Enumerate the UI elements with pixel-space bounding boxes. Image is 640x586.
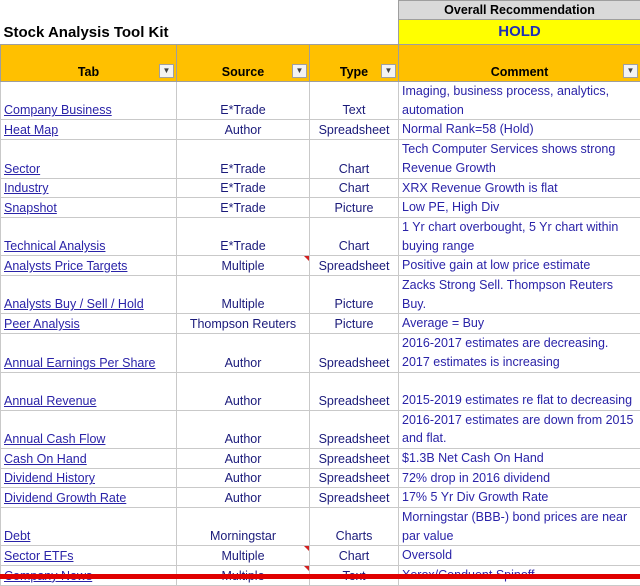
tab-link[interactable]: Debt	[1, 508, 177, 546]
comment-cell: 2015-2019 estimates re flat to decreasing	[399, 372, 640, 410]
table-row	[1, 256, 640, 276]
header-comment-label: Comment	[491, 65, 549, 79]
comment-cell: 2016-2017 estimates are down from 2015 and flat.	[399, 410, 640, 448]
source-cell: Morningstar	[177, 508, 310, 546]
table-row	[1, 448, 640, 468]
dropdown-arrow-icon[interactable]: ▼	[381, 64, 396, 78]
source-cell: Author	[177, 372, 310, 410]
recommendation-label: Overall Recommendation	[399, 1, 640, 20]
tab-link[interactable]: Sector	[1, 140, 177, 178]
header-type[interactable]	[310, 45, 399, 82]
source-cell: Author	[177, 334, 310, 372]
header-source-label: Source	[222, 65, 264, 79]
type-cell: Spreadsheet	[310, 410, 399, 448]
comment-cell: Imaging, business process, analytics, automation	[399, 82, 640, 120]
source-cell: Multiple	[177, 276, 310, 314]
source-cell: Author	[177, 448, 310, 468]
tab-link[interactable]: Technical Analysis	[1, 217, 177, 255]
comment-cell: 1 Yr chart overbought, 5 Yr chart within buying range	[399, 217, 640, 255]
tab-link[interactable]: Heat Map	[1, 120, 177, 140]
table-row	[1, 372, 640, 410]
selection-border	[0, 574, 640, 579]
tab-link[interactable]: Cash On Hand	[1, 448, 177, 468]
type-cell: Picture	[310, 198, 399, 218]
type-cell: Spreadsheet	[310, 120, 399, 140]
tab-link[interactable]: Annual Revenue	[1, 372, 177, 410]
tab-link[interactable]: Annual Cash Flow	[1, 410, 177, 448]
source-cell: Multiple	[177, 256, 310, 276]
source-cell: Author	[177, 410, 310, 448]
tab-link[interactable]: Snapshot	[1, 198, 177, 218]
type-cell: Chart	[310, 140, 399, 178]
table-body	[1, 82, 640, 586]
type-cell: Charts	[310, 508, 399, 546]
dropdown-arrow-icon[interactable]: ▼	[292, 64, 307, 78]
comment-cell: 17% 5 Yr Div Growth Rate	[399, 488, 640, 508]
type-cell: Spreadsheet	[310, 334, 399, 372]
type-cell: Picture	[310, 314, 399, 334]
table-row	[1, 198, 640, 218]
table-row	[1, 82, 640, 120]
table-row	[1, 488, 640, 508]
tab-link[interactable]: Peer Analysis	[1, 314, 177, 334]
source-cell: Multiple	[177, 546, 310, 566]
source-cell: E*Trade	[177, 178, 310, 198]
table-row	[1, 546, 640, 566]
type-cell: Chart	[310, 178, 399, 198]
tab-link[interactable]: Company Business	[1, 82, 177, 120]
source-cell: Author	[177, 488, 310, 508]
table-row	[1, 314, 640, 334]
comment-cell: Morningstar (BBB-) bond prices are near par value	[399, 508, 640, 546]
sheet-title: Stock Analysis Tool Kit	[1, 1, 399, 45]
table-row	[1, 468, 640, 488]
header-tab-label: Tab	[78, 65, 99, 79]
source-cell: E*Trade	[177, 140, 310, 178]
type-cell: Spreadsheet	[310, 372, 399, 410]
table-row	[1, 140, 640, 178]
table-row	[1, 120, 640, 140]
comment-cell: Tech Computer Services shows strong Revenue Growth	[399, 140, 640, 178]
tab-link[interactable]: Annual Earnings Per Share	[1, 334, 177, 372]
comment-cell: Positive gain at low price estimate	[399, 256, 640, 276]
type-cell: Picture	[310, 276, 399, 314]
header-source[interactable]	[177, 45, 310, 82]
header-tab[interactable]	[1, 45, 177, 82]
filter-active-icon[interactable]: ▼	[159, 64, 174, 78]
header-comment[interactable]	[399, 45, 640, 82]
comment-cell: 72% drop in 2016 dividend	[399, 468, 640, 488]
comment-cell: Average = Buy	[399, 314, 640, 334]
table-row	[1, 178, 640, 198]
comment-cell: Oversold	[399, 546, 640, 566]
table-row	[1, 410, 640, 448]
type-cell: Text	[310, 82, 399, 120]
tab-link[interactable]: Dividend Growth Rate	[1, 488, 177, 508]
tab-link[interactable]: Analysts Buy / Sell / Hold	[1, 276, 177, 314]
comment-cell: Zacks Strong Sell. Thompson Reuters Buy.	[399, 276, 640, 314]
source-cell: Thompson Reuters	[177, 314, 310, 334]
source-cell: E*Trade	[177, 217, 310, 255]
source-cell: E*Trade	[177, 198, 310, 218]
dropdown-arrow-icon[interactable]: ▼	[623, 64, 638, 78]
table-row	[1, 334, 640, 372]
type-cell: Spreadsheet	[310, 256, 399, 276]
type-cell: Chart	[310, 546, 399, 566]
type-cell: Spreadsheet	[310, 468, 399, 488]
tab-link[interactable]: Dividend History	[1, 468, 177, 488]
comment-cell: 2016-2017 estimates are decreasing. 2017 estimates is increasing	[399, 334, 640, 372]
type-cell: Spreadsheet	[310, 448, 399, 468]
table-row	[1, 217, 640, 255]
source-cell: Author	[177, 468, 310, 488]
type-cell: Chart	[310, 217, 399, 255]
header-type-label: Type	[340, 65, 368, 79]
comment-cell: Low PE, High Div	[399, 198, 640, 218]
tab-link[interactable]: Industry	[1, 178, 177, 198]
type-cell: Spreadsheet	[310, 488, 399, 508]
source-cell: E*Trade	[177, 82, 310, 120]
recommendation-value[interactable]: HOLD	[399, 20, 640, 45]
table-row	[1, 508, 640, 546]
tab-link[interactable]: Sector ETFs	[1, 546, 177, 566]
table-row	[1, 276, 640, 314]
comment-cell: XRX Revenue Growth is flat	[399, 178, 640, 198]
comment-cell: Normal Rank=58 (Hold)	[399, 120, 640, 140]
comment-cell: $1.3B Net Cash On Hand	[399, 448, 640, 468]
source-cell: Author	[177, 120, 310, 140]
tab-link[interactable]: Analysts Price Targets	[1, 256, 177, 276]
